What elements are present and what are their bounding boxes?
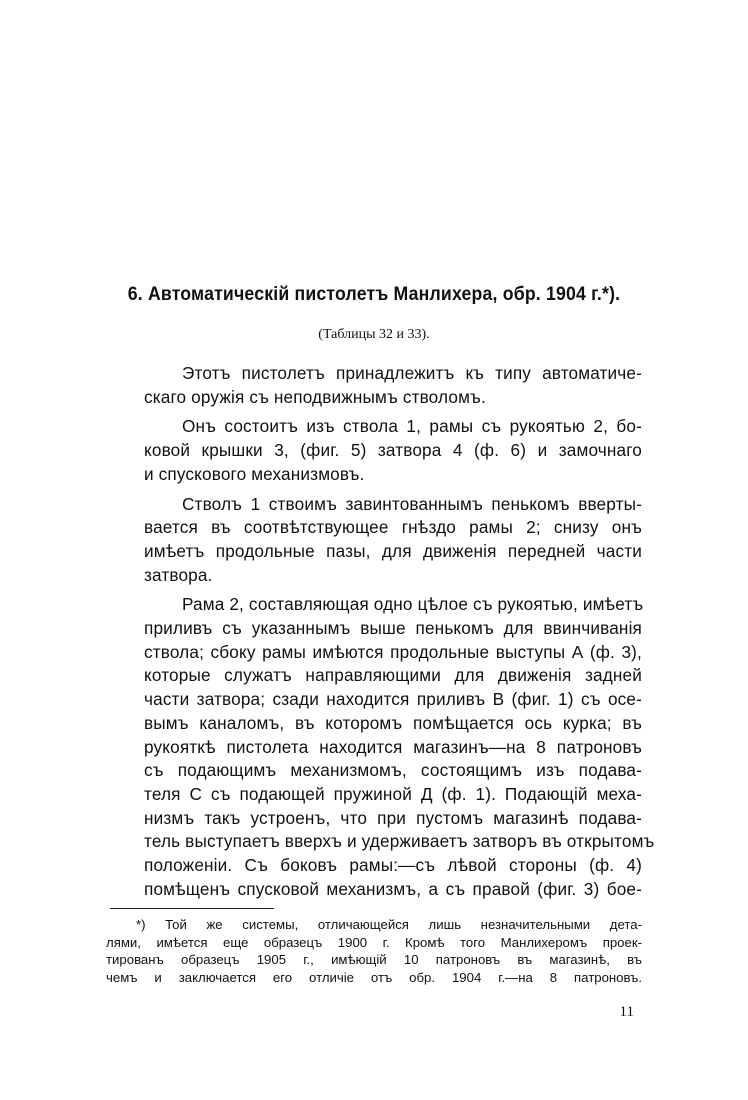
text-line: съ подающимъ механизмомъ, состоящимъ изъ подава-: [144, 760, 642, 781]
text-line: рукояткѣ пистолета находится магазинъ—на 8 патроновъ: [144, 736, 642, 757]
book-page: [106, 0, 655, 1100]
footnote-line: тированъ образецъ 1905 г., имѣющій 10 патроновъ въ магазинѣ, въ: [106, 952, 642, 968]
body-text: [106, 362, 655, 901]
text-line: части затвора; сзади находится приливъ В (фиг. 1) съ осе-: [144, 689, 642, 710]
page-number: 11: [619, 1004, 634, 1020]
text-line: скаго оружія съ неподвижнымъ стволомъ.: [144, 386, 486, 407]
footnote-divider: [110, 908, 274, 909]
text-line: вается въ соотвѣтствующее гнѣздо рамы 2; снизу онъ: [144, 517, 642, 538]
text-line: Рама 2, составляющая одно цѣлое съ рукоятью, имѣетъ: [182, 594, 644, 615]
footnote-line: *) Той же системы, отличающейся лишь незначительными дета-: [136, 917, 642, 932]
text-line: ковой крышки 3, (фиг. 5) затвора 4 (ф. 6) и замочнаго: [144, 440, 642, 461]
text-line: Онъ состоитъ изъ ствола 1, рамы съ рукоятью 2, бо-: [182, 416, 642, 437]
footnote-line: лями, имѣется еще образецъ 1900 г. Кромѣ того Манлихеромъ проек-: [106, 934, 642, 950]
text-line: которые служатъ направляющими для движенія задней: [144, 665, 642, 686]
text-line: теля С съ подающей пружиной Д (ф. 1). Подающій меха-: [144, 783, 642, 804]
paragraph: [106, 593, 655, 901]
text-line: низмъ такъ устроенъ, что при пустомъ магазинѣ подава-: [144, 807, 642, 828]
text-line: и спускового механизмовъ.: [144, 463, 365, 484]
section-subtitle: (Таблицы 32 и 33).: [318, 327, 430, 342]
paragraph: [106, 362, 642, 409]
text-line: имѣетъ продольные пазы, для движенія передней части: [144, 540, 642, 561]
text-line: затвора.: [144, 564, 213, 585]
paragraph: [106, 493, 642, 588]
footnote-line: чемъ и заключается его отличіе отъ обр. 1904 г.—на 8 патроновъ.: [106, 969, 642, 985]
text-line: тель выступаетъ вверхъ и удерживаетъ затворъ въ открытомъ: [144, 831, 655, 852]
text-line: вымъ каналомъ, въ которомъ помѣщается ось курка; въ: [144, 712, 642, 733]
text-line: Этотъ пистолетъ принадлежитъ къ типу автоматиче-: [182, 363, 642, 383]
text-line: Стволъ 1 ствоимъ завинтованнымъ пенькомъ вверты-: [182, 493, 642, 514]
text-line: ствола; сбоку рамы имѣются продольные выступы А (ф. 3),: [144, 641, 642, 662]
section-title: 6. Автоматическій пистолетъ Манлихера, обр. 1904 г.*).: [127, 284, 621, 305]
paragraph: [106, 415, 642, 486]
text-line: приливъ съ указаннымъ выше пенькомъ для ввинчиванія: [144, 618, 642, 639]
text-line: положеніи. Съ боковъ рамы:—съ лѣвой стороны (ф. 4): [144, 855, 642, 876]
footnote: [106, 916, 642, 986]
text-line: помѣщенъ спусковой механизмъ, а съ правой (фиг. 3) бое-: [144, 878, 642, 899]
